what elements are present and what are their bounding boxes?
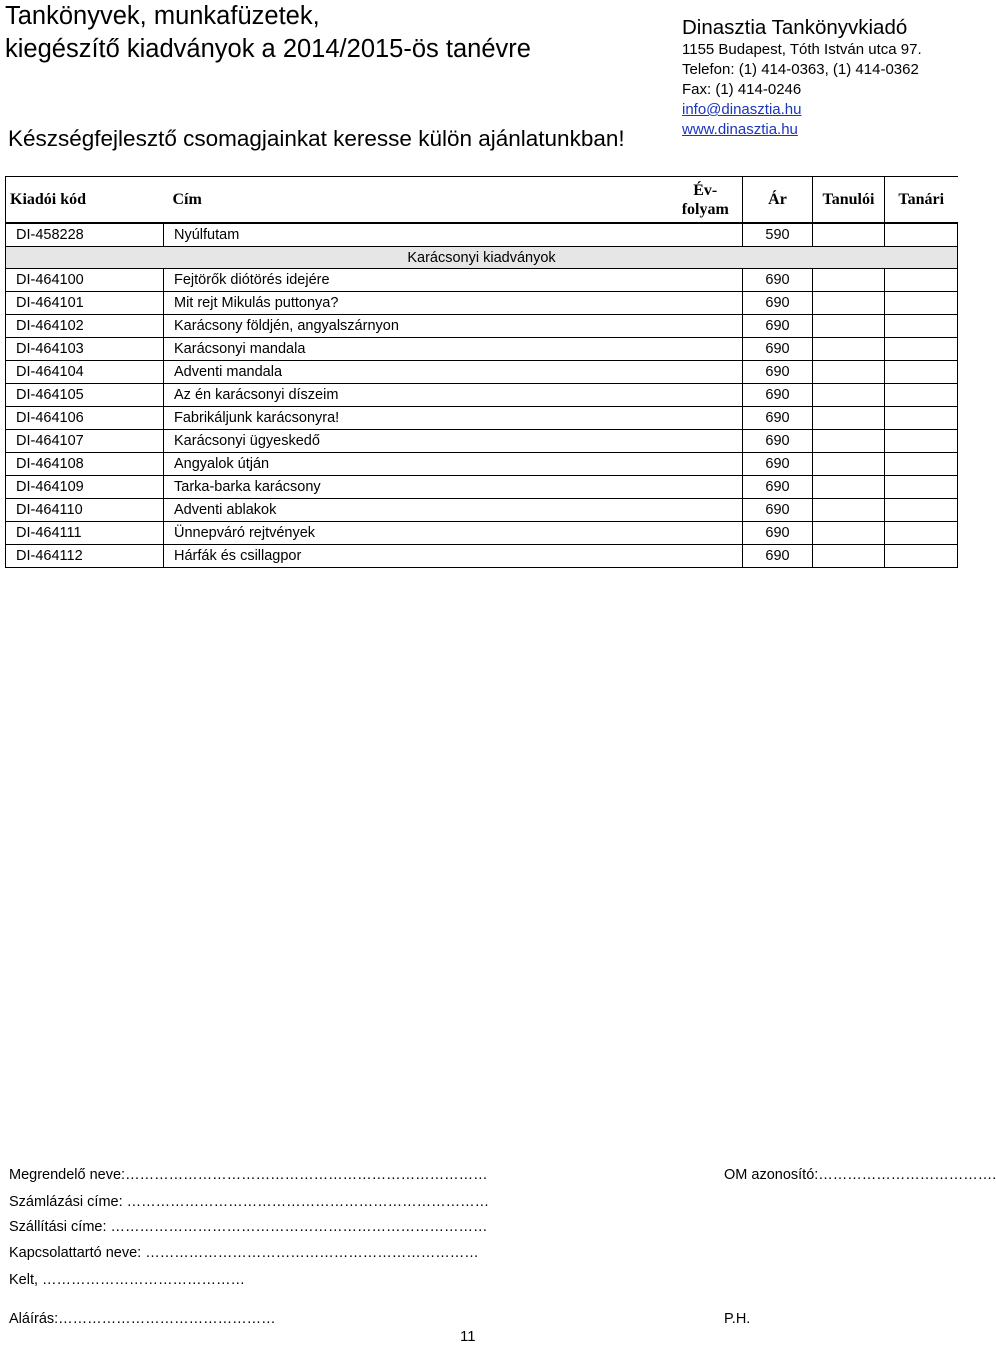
row-grade <box>669 384 743 407</box>
row-teacher-qty[interactable] <box>885 407 958 430</box>
row-student-qty[interactable] <box>813 338 885 361</box>
row-student-qty[interactable] <box>813 522 885 545</box>
billing-address-field[interactable]: Számlázási címe: ………………………………………………………………… <box>9 1194 490 1210</box>
row-title: Adventi ablakok <box>164 499 669 522</box>
table-row <box>6 338 958 361</box>
row-title: Karácsonyi ügyeskedő <box>164 430 669 453</box>
row-code: DI-464102 <box>6 315 164 338</box>
publisher-name: Dinasztia Tankönyvkiadó <box>682 16 908 39</box>
table-row <box>6 545 958 568</box>
table-header-row <box>6 177 958 224</box>
row-teacher-qty[interactable] <box>885 223 958 247</box>
header-title: Cím <box>172 190 202 208</box>
row-price: 690 <box>743 269 813 292</box>
row-student-qty[interactable] <box>813 292 885 315</box>
row-teacher-qty[interactable] <box>885 315 958 338</box>
header-grade <box>669 177 743 224</box>
row-grade <box>669 361 743 384</box>
row-code: DI-464109 <box>6 476 164 499</box>
row-title: Mit rejt Mikulás puttonya? <box>164 292 669 315</box>
row-code: DI-464101 <box>6 292 164 315</box>
row-teacher-qty[interactable] <box>885 292 958 315</box>
row-teacher-qty[interactable] <box>885 522 958 545</box>
row-code: DI-464110 <box>6 499 164 522</box>
row-title: Hárfák és csillagpor <box>164 545 669 568</box>
publisher-address: 1155 Budapest, Tóth István utca 97. <box>682 41 922 58</box>
row-title: Karácsonyi mandala <box>164 338 669 361</box>
row-price: 690 <box>743 407 813 430</box>
table-row <box>6 269 958 292</box>
row-price: 690 <box>743 476 813 499</box>
title-line-2: kiegészítő kiadványok a 2014/2015-ös tanévre <box>5 35 531 63</box>
row-grade <box>669 499 743 522</box>
row-code: DI-464100 <box>6 269 164 292</box>
row-grade <box>669 545 743 568</box>
row-teacher-qty[interactable] <box>885 338 958 361</box>
publisher-phone: Telefon: (1) 414-0363, (1) 414-0362 <box>682 61 919 78</box>
row-teacher-qty[interactable] <box>885 361 958 384</box>
table-row <box>6 453 958 476</box>
row-student-qty[interactable] <box>813 545 885 568</box>
orderer-name-field[interactable]: Megrendelő neve:………………………………………………………………… <box>9 1167 488 1183</box>
title-line-1: Tankönyvek, munkafüzetek, <box>5 2 320 30</box>
date-field[interactable]: Kelt, …………………………………… <box>9 1272 246 1288</box>
order-table <box>5 176 958 568</box>
row-price: 690 <box>743 545 813 568</box>
row-student-qty[interactable] <box>813 407 885 430</box>
section-title: Karácsonyi kiadványok <box>6 247 958 269</box>
om-id-field[interactable]: OM azonosító:………………………………. <box>724 1167 996 1183</box>
row-student-qty[interactable] <box>813 223 885 247</box>
row-title: Angyalok útján <box>164 453 669 476</box>
row-grade <box>669 315 743 338</box>
row-code: DI-464105 <box>6 384 164 407</box>
table-row <box>6 499 958 522</box>
publisher-website-link[interactable]: www.dinasztia.hu <box>682 121 798 138</box>
row-teacher-qty[interactable] <box>885 476 958 499</box>
row-student-qty[interactable] <box>813 476 885 499</box>
row-student-qty[interactable] <box>813 499 885 522</box>
table-row <box>6 430 958 453</box>
row-grade <box>669 476 743 499</box>
row-grade <box>669 430 743 453</box>
row-student-qty[interactable] <box>813 430 885 453</box>
row-student-qty[interactable] <box>813 361 885 384</box>
row-price: 690 <box>743 338 813 361</box>
row-teacher-qty[interactable] <box>885 269 958 292</box>
table-row <box>6 361 958 384</box>
table-row <box>6 292 958 315</box>
page-title <box>5 0 531 66</box>
section-header-row <box>6 247 958 269</box>
row-code: DI-464104 <box>6 361 164 384</box>
row-grade <box>669 292 743 315</box>
row-grade <box>669 269 743 292</box>
row-grade <box>669 453 743 476</box>
row-code: DI-464112 <box>6 545 164 568</box>
header-code: Kiadói kód <box>6 177 164 224</box>
contact-name-field[interactable]: Kapcsolattartó neve: …………………………………………………………… <box>9 1245 479 1261</box>
table-row <box>6 522 958 545</box>
table-row <box>6 223 958 247</box>
signature-field[interactable]: Aláírás:……………………………………… <box>9 1311 276 1327</box>
row-code: DI-464111 <box>6 522 164 545</box>
page-number: 11 <box>460 1328 476 1345</box>
row-student-qty[interactable] <box>813 384 885 407</box>
row-title: Karácsony földjén, angyalszárnyon <box>164 315 669 338</box>
row-title: Tarka-barka karácsony <box>164 476 669 499</box>
row-student-qty[interactable] <box>813 453 885 476</box>
row-price: 690 <box>743 430 813 453</box>
row-price: 690 <box>743 315 813 338</box>
header-student: Tanulói <box>813 177 885 224</box>
row-price: 690 <box>743 384 813 407</box>
row-teacher-qty[interactable] <box>885 545 958 568</box>
row-price: 690 <box>743 292 813 315</box>
header-price: Ár <box>743 177 813 224</box>
publisher-block <box>682 16 922 140</box>
row-title: Nyúlfutam <box>164 223 669 247</box>
shipping-address-field[interactable]: Szállítási címe: …………………………………………………………………… <box>9 1219 488 1235</box>
publisher-email-link[interactable]: info@dinasztia.hu <box>682 101 802 118</box>
row-student-qty[interactable] <box>813 315 885 338</box>
row-code: DI-464107 <box>6 430 164 453</box>
row-price: 690 <box>743 499 813 522</box>
row-code: DI-464108 <box>6 453 164 476</box>
row-title: Fabrikáljunk karácsonyra! <box>164 407 669 430</box>
table-row <box>6 315 958 338</box>
row-title: Fejtörők diótörés idejére <box>164 269 669 292</box>
row-title: Adventi mandala <box>164 361 669 384</box>
row-code: DI-464103 <box>6 338 164 361</box>
row-teacher-qty[interactable] <box>885 430 958 453</box>
row-teacher-qty[interactable] <box>885 384 958 407</box>
page-subtitle: Készségfejlesztő csomagjainkat keresse külön ajánlatunkban! <box>8 126 625 151</box>
header-grade-line-2: folyam <box>681 200 729 218</box>
table-row <box>6 407 958 430</box>
row-grade <box>669 522 743 545</box>
table-row <box>6 384 958 407</box>
header-teacher: Tanári <box>885 177 958 224</box>
row-grade <box>669 338 743 361</box>
row-student-qty[interactable] <box>813 269 885 292</box>
row-code: DI-464106 <box>6 407 164 430</box>
row-price: 690 <box>743 453 813 476</box>
row-teacher-qty[interactable] <box>885 453 958 476</box>
row-price: 590 <box>743 223 813 247</box>
row-price: 690 <box>743 361 813 384</box>
row-title: Ünnepváró rejtvények <box>164 522 669 545</box>
row-title: Az én karácsonyi díszeim <box>164 384 669 407</box>
row-grade <box>669 407 743 430</box>
header-grade-line-1: Év- <box>693 181 718 199</box>
table-row <box>6 476 958 499</box>
row-grade <box>669 223 743 247</box>
stamp-label: P.H. <box>724 1311 751 1327</box>
row-teacher-qty[interactable] <box>885 499 958 522</box>
row-code: DI-458228 <box>6 223 164 247</box>
row-price: 690 <box>743 522 813 545</box>
publisher-fax: Fax: (1) 414-0246 <box>682 81 802 98</box>
